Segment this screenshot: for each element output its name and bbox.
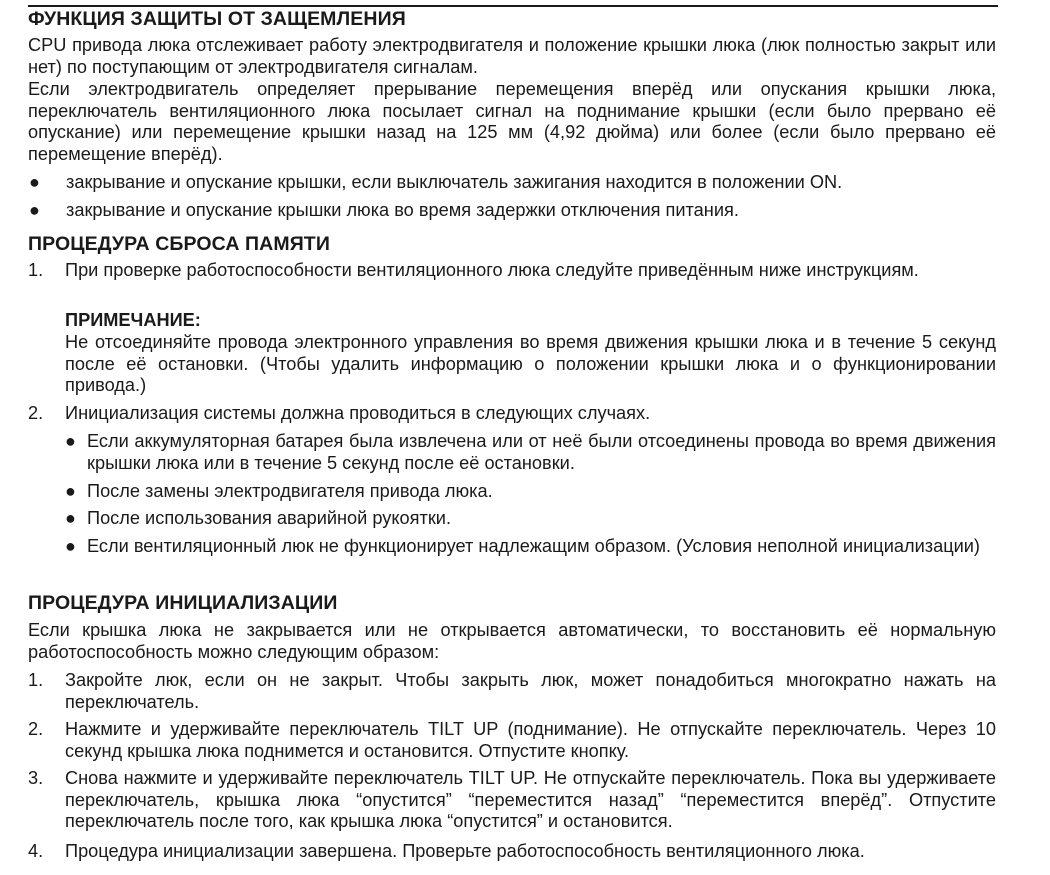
item-text: При проверке работоспособности вентиляционного люка следуйте приведённым ниже инструкциям. [65, 260, 919, 280]
section-title-anti-pinch: ФУНКЦИЯ ЗАЩИТЫ ОТ ЗАЩЕМЛЕНИЯ [28, 8, 406, 30]
numbered-item [28, 719, 996, 762]
item-text: Процедура инициализации завершена. Проверьте работоспособность вентиляционного люка. [65, 841, 865, 861]
paragraph: Если электродвигатель определяет прерывание перемещения вперёд или опускания крышки люка, переключатель вентиляционного люка посылает сигнал на поднимание крышки (если было прервано её опускание) или перемещение крышки назад на 125 мм (4,92 дюйма) или более (если было прервано её перемещение вперёд). [28, 79, 996, 164]
bullet-text: После замены электродвигателя привода люка. [87, 481, 493, 501]
note-title: ПРИМЕЧАНИЕ: [65, 310, 201, 330]
sub-bullet-item [65, 431, 996, 474]
item-text: Нажмите и удерживайте переключатель TILT UP (поднимание). Не отпускайте переключатель. Через 10 секунд крышка люка поднимется и остановится. Отпустите кнопку. [65, 719, 996, 761]
bullet-text: Если вентиляционный люк не функционирует надлежащим образом. (Условия неполной инициализации) [87, 536, 980, 556]
item-text: Закройте люк, если он не закрыт. Чтобы закрыть люк, может понадобиться многократно нажать на переключатель. [65, 670, 996, 712]
bullet-text: Если аккумуляторная батарея была извлечена или от неё были отсоединены провода во время движения крышки люка или в течение 5 секунд после её остановки. [87, 431, 996, 473]
bullet-text: закрывание и опускание крышки, если выключатель зажигания находится в положении ON. [66, 172, 843, 192]
note-text: Не отсоединяйте провода электронного управления во время движения крышки люка и в течение 5 секунд после её остановки. (Чтобы удалить информацию о положении крышки люка и о функционировании привода.) [65, 332, 996, 396]
numbered-item [28, 670, 996, 713]
item-number: 3. [28, 768, 44, 788]
top-rule [28, 5, 998, 7]
bullet-icon: ● [65, 508, 76, 528]
paragraph: CPU привода люка отслеживает работу электродвигателя и положение крышки люка (люк полностью закрыт или нет) по поступающим от электродвигателя сигналам. [28, 35, 996, 77]
numbered-item [28, 841, 996, 863]
bullet-text: закрывание и опускание крышки люка во время задержки отключения питания. [66, 200, 739, 220]
bullet-item [28, 200, 996, 222]
numbered-item [28, 260, 996, 282]
sub-bullet-item [65, 481, 996, 503]
bullet-text: После использования аварийной рукоятки. [87, 508, 452, 528]
item-number: 1. [28, 670, 44, 690]
bullet-icon: ● [29, 172, 40, 192]
paragraph: Если крышка люка не закрывается или не открывается автоматически, то восстановить её нормальную работоспособность можно следующим образом: [28, 620, 996, 662]
section-title-memory-reset: ПРОЦЕДУРА СБРОСА ПАМЯТИ [28, 233, 330, 255]
item-text: Инициализация системы должна проводиться в следующих случаях. [65, 403, 651, 423]
numbered-item [28, 403, 996, 425]
sub-bullet-item [65, 508, 996, 530]
bullet-icon: ● [65, 536, 76, 556]
item-number: 4. [28, 841, 44, 861]
note [28, 332, 996, 397]
sub-bullet-item [65, 536, 996, 558]
numbered-item [28, 768, 996, 833]
item-number: 1. [28, 260, 44, 280]
item-text: Снова нажмите и удерживайте переключатель TILT UP. Не отпускайте переключатель. Пока вы удерживаете переключатель, крышка люка “опустится” “переместится назад” “переместится вперёд”. Отпустите переключатель после того, как крышка люка “опустится” и остановится. [65, 768, 996, 832]
bullet-icon: ● [29, 200, 40, 220]
bullet-icon: ● [65, 431, 76, 451]
item-number: 2. [28, 403, 44, 423]
section-title-initialization: ПРОЦЕДУРА ИНИЦИАЛИЗАЦИИ [28, 592, 338, 614]
item-number: 2. [28, 719, 44, 739]
bullet-item [28, 172, 996, 194]
bullet-icon: ● [65, 481, 76, 501]
